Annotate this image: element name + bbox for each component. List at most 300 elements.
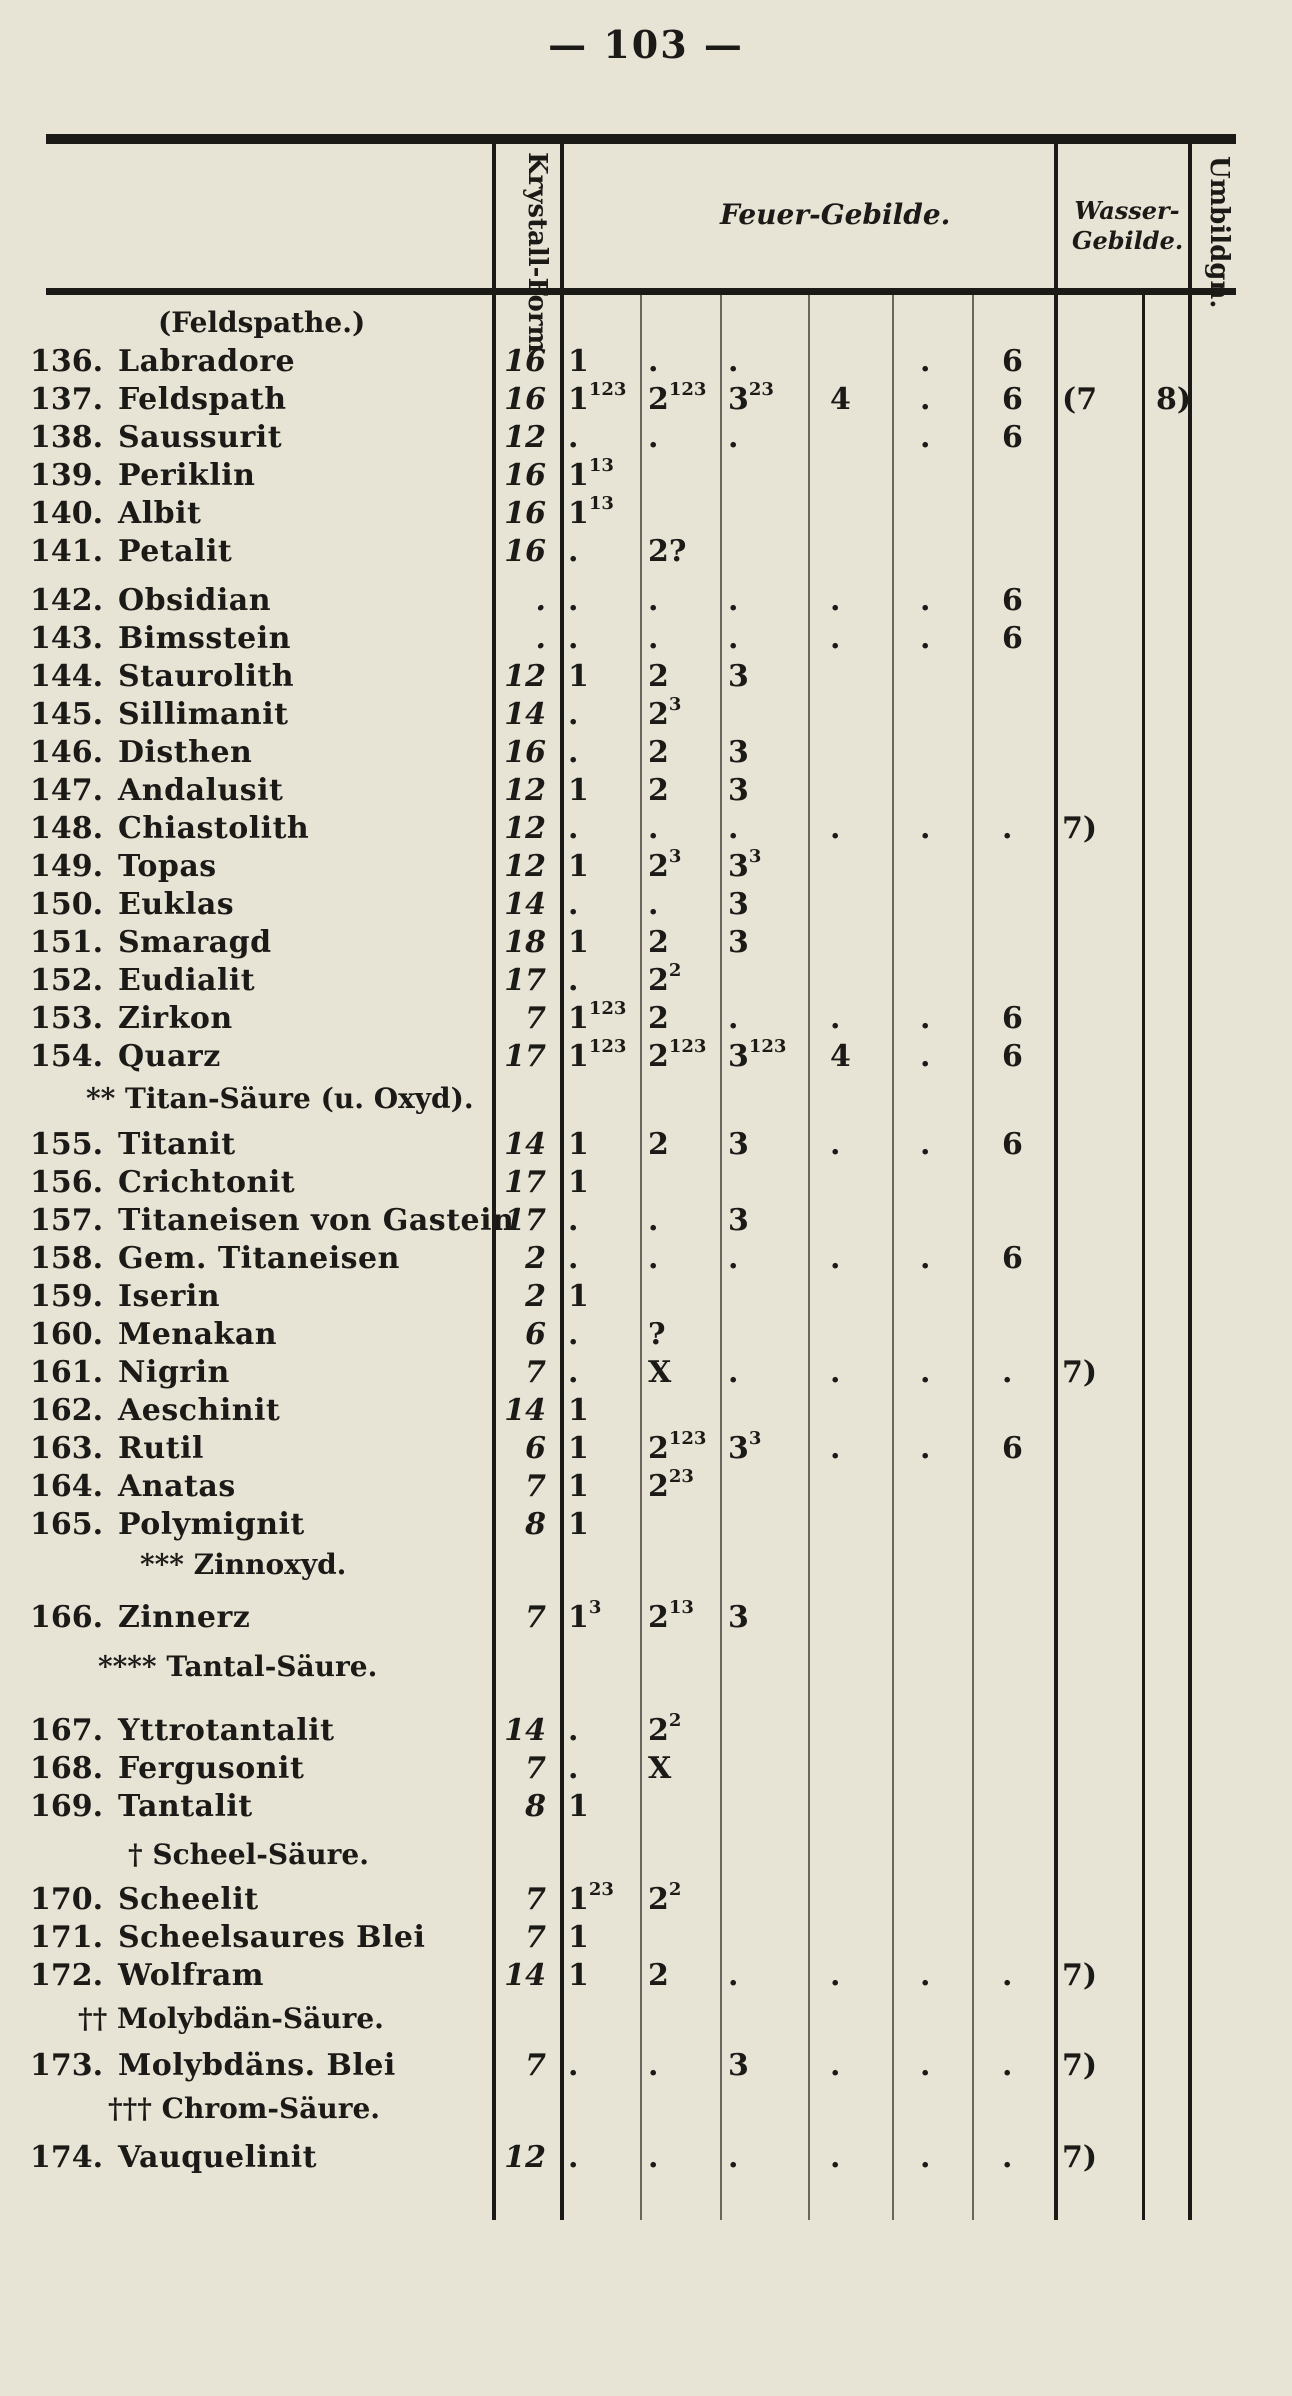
cell-c7: 7) — [1062, 2048, 1098, 2083]
row-number: 164. — [30, 1469, 104, 1504]
cell-c1: . — [568, 621, 579, 656]
table-row — [0, 659, 1292, 697]
mineral-name: Eudialit — [118, 963, 256, 998]
mineral-name: Aeschinit — [118, 1393, 281, 1428]
cell-c1: 1 — [568, 1165, 589, 1200]
row-number: 153. — [30, 1001, 104, 1036]
cell-c3: $3^{23}$ — [728, 379, 774, 417]
table-row — [0, 1751, 1292, 1789]
cell-c5: . — [920, 344, 931, 379]
cell-c5: . — [920, 420, 931, 455]
row-number: 154. — [30, 1039, 104, 1074]
krystall-form-value: 12 — [504, 849, 546, 884]
cell-c2: . — [648, 2140, 659, 2175]
cell-c6: 6 — [1002, 1127, 1023, 1162]
row-number: 136. — [30, 344, 104, 379]
mineral-name: Andalusit — [118, 773, 284, 808]
table-row — [0, 1507, 1292, 1545]
krystall-form-value: 16 — [504, 458, 546, 493]
table-row — [0, 846, 1292, 887]
cell-c5: . — [920, 2048, 931, 2083]
group-heading: †† Molybdän-Säure. — [78, 2002, 384, 2035]
row-number: 171. — [30, 1920, 104, 1955]
krystall-form-value: 7 — [525, 2048, 546, 2083]
cell-c4: . — [830, 2048, 841, 2083]
cell-c1: . — [568, 1751, 579, 1786]
cell-c1: . — [568, 1317, 579, 1352]
row-number: 147. — [30, 773, 104, 808]
cell-c7: 7) — [1062, 1958, 1098, 1993]
krystall-form-value: 7 — [525, 1882, 546, 1917]
cell-c6: 6 — [1002, 1431, 1023, 1466]
mineral-name: Zinnerz — [118, 1600, 251, 1635]
mineral-name: Yttrotantalit — [118, 1713, 335, 1748]
cell-c1: $1^{13}$ — [568, 493, 614, 531]
row-number: 161. — [30, 1355, 104, 1390]
cell-c6: . — [1002, 2140, 1013, 2175]
mineral-name: Quarz — [118, 1039, 221, 1074]
krystall-form-value: . — [535, 583, 546, 618]
krystall-form-value: 18 — [504, 925, 546, 960]
cell-c2: $2^2$ — [648, 1710, 682, 1748]
cell-superscript: 123 — [668, 1036, 707, 1057]
cell-c1: 1 — [568, 1127, 589, 1162]
krystall-form-value: 16 — [504, 735, 546, 770]
cell-c2: $2^3$ — [648, 846, 682, 884]
cell-c1: 1 — [568, 344, 589, 379]
table-row — [0, 1710, 1292, 1751]
krystall-form-value: 16 — [504, 344, 546, 379]
cell-c2: . — [648, 2048, 659, 2083]
cell-c2: 2 — [648, 1958, 669, 1993]
krystall-form-value: 6 — [525, 1431, 546, 1466]
row-number: 165. — [30, 1507, 104, 1542]
cell-c5: . — [920, 2140, 931, 2175]
cell-c1: . — [568, 811, 579, 846]
cell-c3: 3 — [728, 659, 749, 694]
cell-c3: 3 — [728, 735, 749, 770]
mineral-name: Crichtonit — [118, 1165, 296, 1200]
cell-c1: . — [568, 697, 579, 732]
cell-c1: . — [568, 534, 579, 569]
cell-c3: . — [728, 344, 739, 379]
table-row — [0, 1165, 1292, 1203]
cell-c2: . — [648, 1241, 659, 1276]
table-row — [0, 998, 1292, 1039]
cell-c3: . — [728, 583, 739, 618]
header-krystall-form: Krystall-Form. — [522, 152, 552, 363]
table-row — [0, 455, 1292, 496]
cell-c3: 3 — [728, 887, 749, 922]
cell-c1: 1 — [568, 925, 589, 960]
table-row — [0, 1466, 1292, 1507]
mineral-name: Iserin — [118, 1279, 221, 1314]
cell-c6: 6 — [1002, 1241, 1023, 1276]
krystall-form-value: 7 — [525, 1355, 546, 1390]
krystall-form-value: 7 — [525, 1920, 546, 1955]
cell-c7: 7) — [1062, 1355, 1098, 1390]
row-number: 152. — [30, 963, 104, 998]
row-number: 163. — [30, 1431, 104, 1466]
row-number: 157. — [30, 1203, 104, 1238]
row-number: 167. — [30, 1713, 104, 1748]
page-number: — 103 — — [548, 22, 744, 67]
krystall-form-value: 7 — [525, 1469, 546, 1504]
cell-c2: . — [648, 887, 659, 922]
cell-c3: . — [728, 621, 739, 656]
cell-c1: 1 — [568, 1507, 589, 1542]
cell-c2: 2 — [648, 1127, 669, 1162]
mineral-name: Smaragd — [118, 925, 272, 960]
krystall-form-value: 14 — [504, 1127, 546, 1162]
cell-c1: . — [568, 887, 579, 922]
mineral-name: Rutil — [118, 1431, 204, 1466]
cell-c6: . — [1002, 811, 1013, 846]
cell-c4: . — [830, 1431, 841, 1466]
krystall-form-value: 14 — [504, 697, 546, 732]
cell-c1: 1 — [568, 1789, 589, 1824]
cell-superscript: 13 — [588, 455, 614, 476]
cell-c4: . — [830, 811, 841, 846]
row-number: 151. — [30, 925, 104, 960]
row-number: 148. — [30, 811, 104, 846]
krystall-form-value: 12 — [504, 2140, 546, 2175]
cell-c5: . — [920, 621, 931, 656]
row-number: 166. — [30, 1600, 104, 1635]
table-row — [0, 344, 1292, 382]
cell-c1: 1 — [568, 849, 589, 884]
cell-c2: ? — [648, 1317, 666, 1352]
mineral-name: Topas — [118, 849, 217, 884]
cell-c2: $2^{123}$ — [648, 379, 707, 417]
cell-c2: 2 — [648, 1001, 669, 1036]
group-heading: † Scheel-Säure. — [128, 1838, 369, 1871]
row-number: 142. — [30, 583, 104, 618]
cell-c3: 3 — [728, 773, 749, 808]
cell-c1: 1 — [568, 1393, 589, 1428]
table-row — [0, 493, 1292, 534]
cell-c4: 4 — [830, 1039, 851, 1074]
cell-c2: 2 — [648, 925, 669, 960]
cell-c2: . — [648, 583, 659, 618]
mineral-name: Labradore — [118, 344, 296, 379]
cell-c1: . — [568, 2140, 579, 2175]
cell-c5: . — [920, 1958, 931, 1993]
header-feuer-gebilde: Feuer-Gebilde. — [720, 198, 951, 231]
cell-superscript: 123 — [668, 379, 707, 400]
cell-c2: 2 — [648, 659, 669, 694]
table-row — [0, 583, 1292, 621]
cell-c5: . — [920, 1127, 931, 1162]
table-row — [0, 1036, 1292, 1077]
krystall-form-value: 2 — [525, 1279, 546, 1314]
cell-c3: 3 — [728, 1600, 749, 1635]
row-number: 149. — [30, 849, 104, 884]
cell-superscript: 3 — [748, 1428, 762, 1449]
cell-c2: X — [648, 1751, 672, 1786]
table-row — [0, 1279, 1292, 1317]
cell-superscript: 2 — [668, 960, 682, 981]
row-number: 150. — [30, 887, 104, 922]
cell-c5: . — [920, 1431, 931, 1466]
cell-c4: . — [830, 583, 841, 618]
row-number: 145. — [30, 697, 104, 732]
cell-c3: 3 — [728, 1203, 749, 1238]
group-heading: *** Zinnoxyd. — [140, 1548, 347, 1581]
row-number: 143. — [30, 621, 104, 656]
mineral-name: Feldspath — [118, 382, 287, 417]
cell-c5: . — [920, 1355, 931, 1390]
mineral-name: Zirkon — [118, 1001, 233, 1036]
cell-superscript: 3 — [748, 846, 762, 867]
cell-c2: . — [648, 344, 659, 379]
mineral-name: Wolfram — [118, 1958, 265, 1993]
krystall-form-value: 8 — [525, 1507, 546, 1542]
cell-c4: . — [830, 1958, 841, 1993]
row-number: 168. — [30, 1751, 104, 1786]
cell-c1: 1 — [568, 1958, 589, 1993]
cell-c5: . — [920, 382, 931, 417]
cell-c1: . — [568, 1203, 579, 1238]
cell-c7: 7) — [1062, 2140, 1098, 2175]
krystall-form-value: 12 — [504, 811, 546, 846]
header-wasser-gebilde: Wasser-Gebilde. — [1072, 196, 1184, 255]
krystall-form-value: 14 — [504, 887, 546, 922]
cell-c3: 3 — [728, 925, 749, 960]
krystall-form-value: 17 — [504, 1165, 546, 1200]
cell-c4: . — [830, 621, 841, 656]
cell-c6: 6 — [1002, 621, 1023, 656]
cell-c6: 6 — [1002, 1001, 1023, 1036]
mineral-name: Sillimanit — [118, 697, 289, 732]
krystall-form-value: 12 — [504, 420, 546, 455]
row-number: 155. — [30, 1127, 104, 1162]
cell-c1: 1 — [568, 773, 589, 808]
group-heading: ** Titan-Säure (u. Oxyd). — [86, 1082, 474, 1115]
cell-c3: $3^3$ — [728, 846, 762, 884]
table-row — [0, 960, 1292, 1001]
table-row — [0, 2048, 1292, 2086]
cell-c5: . — [920, 811, 931, 846]
cell-superscript: 123 — [748, 1036, 787, 1057]
cell-c5: . — [920, 1001, 931, 1036]
mineral-name: Scheelsaures Blei — [118, 1920, 426, 1955]
cell-c1: 1 — [568, 1431, 589, 1466]
mineral-name: Albit — [118, 496, 202, 531]
cell-c2: $2^{23}$ — [648, 1466, 694, 1504]
cell-c3: . — [728, 420, 739, 455]
cell-c3: . — [728, 2140, 739, 2175]
krystall-form-value: 12 — [504, 773, 546, 808]
cell-superscript: 123 — [588, 1036, 627, 1057]
cell-superscript: 13 — [588, 493, 614, 514]
mineral-name: Gem. Titaneisen — [118, 1241, 400, 1276]
cell-c1: 1 — [568, 1469, 589, 1504]
cell-c2: $2^2$ — [648, 960, 682, 998]
cell-c3: 3 — [728, 2048, 749, 2083]
table-row — [0, 773, 1292, 811]
krystall-form-value: 7 — [525, 1751, 546, 1786]
row-number: 138. — [30, 420, 104, 455]
krystall-form-value: 14 — [504, 1958, 546, 1993]
cell-c6: 6 — [1002, 344, 1023, 379]
cell-c1: . — [568, 1355, 579, 1390]
cell-c1: . — [568, 1241, 579, 1276]
mineral-name: Anatas — [118, 1469, 236, 1504]
table-row — [0, 1920, 1292, 1958]
cell-c2: $2^{123}$ — [648, 1036, 707, 1074]
cell-superscript: 23 — [668, 1466, 694, 1487]
cell-c1: 1 — [568, 1920, 589, 1955]
table-row — [0, 694, 1292, 735]
cell-c4: . — [830, 1241, 841, 1276]
cell-c1: . — [568, 963, 579, 998]
krystall-form-value: 14 — [504, 1393, 546, 1428]
table-row — [0, 1241, 1292, 1279]
row-number: 162. — [30, 1393, 104, 1428]
cell-c2: $2^{13}$ — [648, 1597, 694, 1635]
cell-superscript: 3 — [588, 1597, 602, 1618]
cell-superscript: 123 — [588, 998, 627, 1019]
table-row — [0, 2140, 1292, 2178]
table-row — [0, 1355, 1292, 1393]
cell-c1: 1 — [568, 1279, 589, 1314]
row-number: 159. — [30, 1279, 104, 1314]
cell-c2: 2? — [648, 534, 687, 569]
cell-c8: 8) — [1156, 382, 1192, 417]
mineral-name: Molybdäns. Blei — [118, 2048, 396, 2083]
cell-superscript: 123 — [668, 1428, 707, 1449]
cell-c4: . — [830, 1355, 841, 1390]
cell-c6: . — [1002, 1355, 1013, 1390]
mineral-name: Fergusonit — [118, 1751, 305, 1786]
row-number: 139. — [30, 458, 104, 493]
krystall-form-value: 7 — [525, 1600, 546, 1635]
mineral-name: Scheelit — [118, 1882, 259, 1917]
cell-superscript: 23 — [588, 1879, 614, 1900]
group-heading: **** Tantal-Säure. — [98, 1650, 378, 1683]
cell-superscript: 3 — [668, 846, 682, 867]
cell-c2: 2 — [648, 735, 669, 770]
row-number: 169. — [30, 1789, 104, 1824]
mineral-name: Bimsstein — [118, 621, 291, 656]
mineral-name: Chiastolith — [118, 811, 310, 846]
cell-c4: . — [830, 1127, 841, 1162]
row-number: 156. — [30, 1165, 104, 1200]
cell-c3: $3^3$ — [728, 1428, 762, 1466]
cell-c2: $2^{123}$ — [648, 1428, 707, 1466]
row-number: 160. — [30, 1317, 104, 1352]
krystall-form-value: 17 — [504, 1039, 546, 1074]
cell-c5: . — [920, 1241, 931, 1276]
row-number: 140. — [30, 496, 104, 531]
mineral-name: Titaneisen von Gastein — [118, 1203, 515, 1238]
mineral-name: Menakan — [118, 1317, 278, 1352]
krystall-form-value: . — [535, 621, 546, 656]
table-row — [0, 1393, 1292, 1431]
krystall-form-value: 8 — [525, 1789, 546, 1824]
cell-c1: . — [568, 583, 579, 618]
row-number: 146. — [30, 735, 104, 770]
cell-c6: . — [1002, 2048, 1013, 2083]
group-heading: ††† Chrom-Säure. — [108, 2092, 381, 2125]
cell-c1: . — [568, 420, 579, 455]
krystall-form-value: 12 — [504, 659, 546, 694]
cell-superscript: 3 — [668, 694, 682, 715]
krystall-form-value: 17 — [504, 1203, 546, 1238]
cell-c6: . — [1002, 1958, 1013, 1993]
cell-c6: 6 — [1002, 382, 1023, 417]
row-number: 141. — [30, 534, 104, 569]
row-number: 158. — [30, 1241, 104, 1276]
mineral-name: Periklin — [118, 458, 256, 493]
cell-c1: . — [568, 2048, 579, 2083]
table-row — [0, 621, 1292, 659]
table-row — [0, 1127, 1292, 1165]
cell-c6: 6 — [1002, 583, 1023, 618]
table-row — [0, 735, 1292, 773]
cell-superscript: 23 — [748, 379, 774, 400]
table-row — [0, 811, 1292, 849]
cell-c3: . — [728, 1958, 739, 1993]
table-row — [0, 1879, 1292, 1920]
cell-c5: . — [920, 1039, 931, 1074]
cell-c1: $1^{123}$ — [568, 1036, 627, 1074]
krystall-form-value: 6 — [525, 1317, 546, 1352]
krystall-form-value: 14 — [504, 1713, 546, 1748]
row-number: 172. — [30, 1958, 104, 1993]
cell-c1: . — [568, 735, 579, 770]
cell-c4: . — [830, 1001, 841, 1036]
cell-c2: . — [648, 420, 659, 455]
mineral-name: Tantalit — [118, 1789, 253, 1824]
mineral-name: Titanit — [118, 1127, 236, 1162]
header-umbildungen: Umbildgn. — [1204, 156, 1234, 309]
cell-c7: (7 — [1062, 382, 1098, 417]
cell-superscript: 2 — [668, 1710, 682, 1731]
table-row — [0, 1597, 1292, 1638]
group-heading: (Feldspathe.) — [158, 306, 366, 339]
row-number: 170. — [30, 1882, 104, 1917]
krystall-form-value: 16 — [504, 382, 546, 417]
cell-c5: . — [920, 583, 931, 618]
mineral-name: Disthen — [118, 735, 253, 770]
cell-c2: $2^2$ — [648, 1879, 682, 1917]
row-number: 174. — [30, 2140, 104, 2175]
table-row — [0, 1958, 1292, 1996]
table-row — [0, 887, 1292, 925]
cell-c4: 4 — [830, 382, 851, 417]
krystall-form-value: 16 — [504, 496, 546, 531]
cell-c2: . — [648, 621, 659, 656]
mineral-name: Euklas — [118, 887, 235, 922]
cell-c1: 1 — [568, 659, 589, 694]
mineral-name: Vauquelinit — [118, 2140, 318, 2175]
cell-c1: . — [568, 1713, 579, 1748]
cell-c3: 3 — [728, 1127, 749, 1162]
table-row — [0, 1789, 1292, 1827]
mineral-name: Saussurit — [118, 420, 283, 455]
row-number: 144. — [30, 659, 104, 694]
cell-c1: $1^{13}$ — [568, 455, 614, 493]
cell-superscript: 123 — [588, 379, 627, 400]
cell-superscript: 2 — [668, 1879, 682, 1900]
table-row — [0, 379, 1292, 420]
table-row — [0, 925, 1292, 963]
cell-c3: $3^{123}$ — [728, 1036, 787, 1074]
cell-c2: $2^3$ — [648, 694, 682, 732]
cell-c3: . — [728, 1241, 739, 1276]
